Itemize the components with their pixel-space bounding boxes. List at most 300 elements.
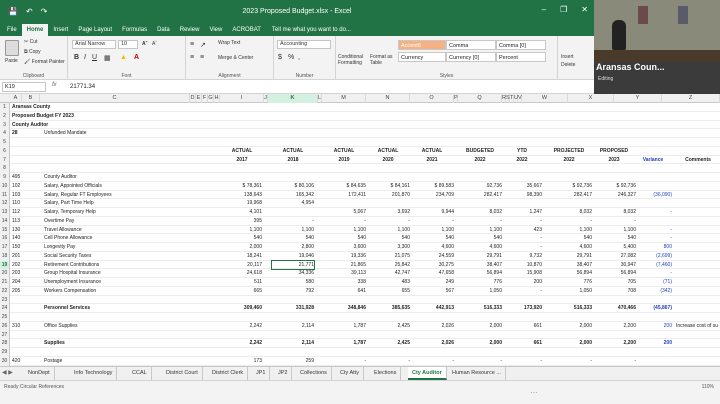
column-header-h[interactable]: H <box>214 95 219 101</box>
row-number[interactable]: 12 <box>0 199 10 208</box>
cell-code[interactable]: 113 <box>12 217 20 224</box>
table-row[interactable] <box>0 164 720 173</box>
value-cell[interactable]: 200 <box>533 279 542 285</box>
cell-description[interactable]: Overtime Pay <box>44 217 75 224</box>
value-cell[interactable]: 282,417 <box>483 191 502 198</box>
format-as-table-button[interactable]: Format as Table <box>370 54 393 66</box>
value-cell[interactable]: - <box>590 217 592 224</box>
header-cell[interactable]: YTD <box>517 147 527 154</box>
value-cell[interactable]: 3,600 <box>353 244 366 250</box>
value-cell[interactable]: 1,100 <box>353 226 366 233</box>
column-header-v[interactable]: V <box>518 95 522 101</box>
header-cell[interactable]: ACTUAL <box>282 147 304 154</box>
value-cell[interactable]: 661 <box>533 322 542 329</box>
variance-cell[interactable]: (71) <box>663 279 672 285</box>
sheet-tab[interactable]: JP1 <box>252 367 270 380</box>
sheet-tab[interactable]: Elections <box>370 367 401 380</box>
cell-code[interactable]: Proposed Budget FY 2023 <box>12 112 74 119</box>
header-cell[interactable]: 2023 <box>608 156 620 163</box>
table-row[interactable] <box>0 296 720 305</box>
row-number[interactable]: 10 <box>0 182 10 191</box>
tab-review[interactable]: Review <box>179 27 200 33</box>
value-cell[interactable]: 1,100 <box>397 226 410 233</box>
restore-button[interactable]: ❐ <box>560 5 568 14</box>
paste-button[interactable]: Paste <box>5 58 18 64</box>
value-cell[interactable]: 2,000 <box>579 322 592 329</box>
column-header-a[interactable]: A <box>10 94 22 103</box>
table-row[interactable] <box>0 331 720 340</box>
row-number[interactable]: 20 <box>0 269 10 278</box>
table-row[interactable] <box>0 357 720 366</box>
value-cell[interactable]: - <box>540 235 542 242</box>
zoom-level[interactable]: 110% <box>701 384 714 390</box>
row-number[interactable]: 6 <box>0 147 10 156</box>
value-cell[interactable]: 331,928 <box>295 305 314 312</box>
table-row[interactable] <box>0 217 720 226</box>
value-cell[interactable]: 10,870 <box>526 261 542 268</box>
cell-description[interactable]: Personnel Services <box>44 305 91 312</box>
value-cell[interactable]: 98,390 <box>526 191 542 198</box>
value-cell[interactable]: 540 <box>445 235 454 242</box>
row-number[interactable]: 26 <box>0 322 10 331</box>
table-row[interactable] <box>0 234 720 243</box>
value-cell[interactable]: - <box>408 217 410 224</box>
row-number[interactable]: 7 <box>0 156 10 165</box>
table-row[interactable] <box>0 121 720 130</box>
style-comma-0[interactable]: Comma [0] <box>496 40 546 50</box>
value-cell[interactable]: 18,241 <box>246 252 262 259</box>
value-cell[interactable]: 138,643 <box>243 191 262 198</box>
value-cell[interactable]: 5,400 <box>623 244 636 250</box>
cell-code[interactable]: 112 <box>12 209 20 215</box>
column-header-w[interactable]: W <box>522 94 568 103</box>
cell-description[interactable]: Group Hospital Insurance <box>44 270 101 277</box>
value-cell[interactable]: 34,336 <box>298 270 314 277</box>
save-icon[interactable]: 💾 <box>8 6 18 16</box>
value-cell[interactable]: 580 <box>305 279 314 285</box>
cell-code[interactable]: 204 <box>12 279 21 285</box>
row-number[interactable]: 23 <box>0 296 10 305</box>
variance-cell[interactable]: (342) <box>660 287 672 294</box>
wrap-text-button[interactable]: Wrap Text <box>218 40 241 46</box>
column-header-c[interactable]: C <box>40 94 190 103</box>
header-cell[interactable]: ACTUAL <box>333 147 355 154</box>
cell-description[interactable]: Salary, Temporary Help <box>44 209 96 215</box>
column-header-b[interactable]: B <box>22 94 40 103</box>
column-header-o[interactable]: O <box>410 94 454 103</box>
value-cell[interactable]: 38,407 <box>486 261 502 268</box>
cell-description[interactable]: Travel Allowance <box>44 226 82 233</box>
cell-code[interactable]: 420 <box>12 357 21 364</box>
row-number[interactable]: 14 <box>0 217 10 226</box>
style-accent6[interactable]: Accent6 <box>398 40 446 50</box>
value-cell[interactable]: 1,100 <box>623 226 636 233</box>
cell-description[interactable]: Workers Compensation <box>44 287 97 294</box>
header-cell[interactable]: ACTUAL <box>377 147 399 154</box>
value-cell[interactable]: 1,787 <box>353 322 366 329</box>
table-row[interactable] <box>0 313 720 322</box>
fill-color-icon[interactable]: ▲ <box>120 54 127 61</box>
table-row[interactable] <box>0 269 720 278</box>
value-cell[interactable]: $ 84,161 <box>390 182 410 189</box>
value-cell[interactable]: 1,050 <box>489 287 502 294</box>
table-row[interactable] <box>0 243 720 252</box>
value-cell[interactable]: 39,113 <box>351 270 366 277</box>
percent-icon[interactable]: % <box>288 54 295 61</box>
column-header-f[interactable]: F <box>202 95 207 101</box>
cell-code[interactable]: County Auditor <box>12 121 49 128</box>
header-cell[interactable]: 2021 <box>426 156 438 163</box>
value-cell[interactable]: 42,747 <box>394 270 410 277</box>
value-cell[interactable]: 1,247 <box>529 209 542 215</box>
variance-cell[interactable]: - <box>670 235 672 242</box>
row-number[interactable]: 1 <box>0 103 10 112</box>
value-cell[interactable]: 29,791 <box>576 252 592 259</box>
sheet-tab[interactable]: District Court <box>162 367 203 380</box>
row-number[interactable]: 27 <box>0 331 10 340</box>
value-cell[interactable]: 661 <box>533 340 542 347</box>
value-cell[interactable]: 8,032 <box>489 209 502 215</box>
table-row[interactable] <box>0 147 720 156</box>
row-number[interactable]: 25 <box>0 313 10 322</box>
value-cell[interactable]: 56,894 <box>620 270 636 277</box>
variance-cell[interactable]: (7,460) <box>656 261 672 268</box>
value-cell[interactable]: 792 <box>305 287 314 294</box>
table-row[interactable] <box>0 129 720 138</box>
table-row[interactable] <box>0 322 720 331</box>
column-header-k[interactable]: K <box>268 94 318 103</box>
tell-me-box[interactable]: Tell me what you want to do... <box>271 27 351 33</box>
cell-code[interactable]: 201 <box>12 252 21 259</box>
value-cell[interactable]: 1,100 <box>301 226 314 233</box>
table-row[interactable] <box>0 182 720 191</box>
header-cell[interactable]: PROJECTED <box>553 147 585 154</box>
align-left-icon[interactable]: ≡ <box>190 54 195 61</box>
tab-insert[interactable]: Insert <box>53 27 69 33</box>
value-cell[interactable]: 24,618 <box>246 270 262 277</box>
value-cell[interactable]: - <box>590 357 592 364</box>
value-cell[interactable]: 27,082 <box>620 252 636 259</box>
table-row[interactable] <box>0 173 720 182</box>
value-cell[interactable]: 2,026 <box>441 322 454 329</box>
value-cell[interactable]: 309,460 <box>243 305 262 312</box>
value-cell[interactable]: 4,101 <box>249 209 262 215</box>
cell-description[interactable]: Unemployment Insurance <box>44 279 101 285</box>
value-cell[interactable]: 8,032 <box>623 209 636 215</box>
value-cell[interactable]: - <box>408 357 410 364</box>
column-header-g[interactable]: G <box>208 95 213 101</box>
table-row[interactable] <box>0 278 720 287</box>
accounting-icon[interactable]: $ <box>278 54 282 61</box>
undo-icon[interactable]: ↶ <box>25 6 33 16</box>
value-cell[interactable]: 2,026 <box>441 340 454 347</box>
style-currency[interactable]: Currency <box>398 52 446 62</box>
value-cell[interactable]: 338 <box>357 279 366 285</box>
value-cell[interactable]: 708 <box>627 287 636 294</box>
sheet-tab[interactable]: Cty Atty <box>336 367 364 380</box>
value-cell[interactable]: 201,870 <box>391 191 410 198</box>
value-cell[interactable]: $ 84,635 <box>346 182 366 189</box>
column-header-d[interactable]: D <box>190 95 195 101</box>
value-cell[interactable]: 21,865 <box>350 261 366 268</box>
value-cell[interactable]: 4,600 <box>489 244 502 250</box>
name-box[interactable]: K19 <box>2 82 46 92</box>
value-cell[interactable]: 9,944 <box>441 209 454 215</box>
row-number[interactable]: 9 <box>0 173 10 182</box>
value-cell[interactable]: 173,920 <box>523 305 542 312</box>
row-number[interactable]: 21 <box>0 278 10 287</box>
value-cell[interactable]: 38,407 <box>576 261 592 268</box>
value-cell[interactable]: 516,333 <box>483 305 502 312</box>
variance-cell[interactable]: 200 <box>663 340 672 347</box>
style-percent[interactable]: Percent <box>496 52 546 62</box>
cell-code[interactable]: 205 <box>12 287 21 294</box>
cell-description[interactable]: Longevity Pay <box>44 244 76 250</box>
comment-cell[interactable]: Comments <box>685 156 711 163</box>
value-cell[interactable]: 348,846 <box>347 305 366 312</box>
value-cell[interactable]: 234,709 <box>435 191 454 198</box>
header-cell[interactable]: 2022 <box>563 156 575 163</box>
value-cell[interactable]: 516,333 <box>573 305 592 312</box>
value-cell[interactable]: - <box>452 217 454 224</box>
grow-font-icon[interactable]: Aˆ <box>142 41 148 47</box>
column-header-p[interactable]: P <box>454 95 458 101</box>
value-cell[interactable]: 2,425 <box>397 340 410 347</box>
delete-button[interactable]: Delete <box>561 62 576 68</box>
value-cell[interactable]: 24,559 <box>438 252 454 259</box>
formula-input[interactable]: 21771.34 <box>70 84 96 90</box>
merge-center-button[interactable]: Merge & Center <box>218 55 254 61</box>
copy-button[interactable]: ⧉ Copy <box>24 49 41 55</box>
value-cell[interactable]: 1,100 <box>441 226 454 233</box>
table-row[interactable] <box>0 348 720 357</box>
value-cell[interactable]: 483 <box>401 279 410 285</box>
value-cell[interactable]: 1,100 <box>489 226 502 233</box>
number-format-select[interactable]: Accounting <box>277 40 331 49</box>
value-cell[interactable]: - <box>634 217 636 224</box>
borders-icon[interactable]: ▦ <box>104 55 111 62</box>
value-cell[interactable]: 19,336 <box>350 252 366 259</box>
cell-description[interactable]: Unfunded Mandate <box>44 130 87 137</box>
variance-cell[interactable]: - <box>670 226 672 233</box>
value-cell[interactable]: 2,242 <box>249 340 262 347</box>
cell-description[interactable]: Cell Phone Allowance <box>44 235 93 242</box>
value-cell[interactable]: 4,954 <box>301 200 314 207</box>
value-cell[interactable]: 21,771 <box>272 261 314 270</box>
format-painter-button[interactable]: 🖌 Format Painter <box>24 59 65 65</box>
italic-icon[interactable]: I <box>84 54 86 61</box>
cell-description[interactable]: Supplies <box>44 340 65 347</box>
variance-cell[interactable]: Variance <box>642 156 664 163</box>
variance-cell[interactable]: - <box>670 270 672 277</box>
value-cell[interactable]: 2,000 <box>489 322 502 329</box>
cell-code[interactable]: 140 <box>12 235 21 242</box>
value-cell[interactable]: 56,894 <box>576 270 592 277</box>
value-cell[interactable]: 29,791 <box>486 252 502 259</box>
sheet-tab[interactable]: Info Technology <box>70 367 117 380</box>
style-currency-0[interactable]: Currency [0] <box>446 52 496 62</box>
font-name-select[interactable]: Arial Narrow <box>72 40 116 49</box>
underline-icon[interactable]: U <box>92 54 98 61</box>
cell-code[interactable]: 102 <box>12 182 21 189</box>
fx-icon[interactable]: fx <box>52 82 57 88</box>
table-row[interactable] <box>0 138 720 147</box>
row-number[interactable]: 22 <box>0 287 10 296</box>
value-cell[interactable]: - <box>540 287 542 294</box>
value-cell[interactable]: 2,000 <box>489 340 502 347</box>
table-row[interactable] <box>0 112 720 121</box>
shrink-font-icon[interactable]: Aˇ <box>152 41 157 47</box>
row-number[interactable]: 18 <box>0 252 10 261</box>
minimize-button[interactable]: – <box>541 5 547 14</box>
value-cell[interactable]: 2,800 <box>301 244 314 250</box>
value-cell[interactable]: 776 <box>493 279 502 285</box>
tab-view[interactable]: View <box>209 27 223 33</box>
sheet-tab[interactable]: NonDept <box>24 367 55 380</box>
value-cell[interactable]: 540 <box>253 235 262 242</box>
table-row[interactable] <box>0 226 720 235</box>
value-cell[interactable]: 395 <box>253 217 262 224</box>
sheet-tab[interactable]: Human Resource ... <box>448 367 506 380</box>
table-row[interactable] <box>0 304 720 313</box>
font-color-icon[interactable]: A <box>134 54 140 61</box>
header-cell[interactable]: BUDGETED <box>465 147 495 154</box>
tab-data[interactable]: Data <box>157 27 170 33</box>
header-cell[interactable]: ACTUAL <box>231 147 253 154</box>
value-cell[interactable]: - <box>452 357 454 364</box>
header-cell[interactable]: ACTUAL <box>421 147 443 154</box>
value-cell[interactable]: 282,417 <box>573 191 592 198</box>
value-cell[interactable]: $ 78,361 <box>242 182 262 189</box>
value-cell[interactable]: 30,947 <box>620 261 636 268</box>
cell-code[interactable]: 130 <box>12 226 21 233</box>
value-cell[interactable]: 1,050 <box>579 287 592 294</box>
value-cell[interactable]: 511 <box>254 279 262 285</box>
value-cell[interactable]: 8,032 <box>579 209 592 215</box>
value-cell[interactable]: 540 <box>627 235 636 242</box>
table-row[interactable] <box>0 191 720 200</box>
variance-cell[interactable]: (45,867) <box>653 305 672 312</box>
tab-file[interactable]: File <box>7 27 17 33</box>
value-cell[interactable]: - <box>540 217 542 224</box>
value-cell[interactable]: 470,466 <box>617 305 636 312</box>
value-cell[interactable]: 19,046 <box>298 252 314 259</box>
table-row[interactable] <box>0 103 720 112</box>
value-cell[interactable]: - <box>312 217 314 224</box>
style-comma[interactable]: Comma <box>446 40 496 50</box>
row-number[interactable]: 15 <box>0 226 10 235</box>
column-header-q[interactable]: Q <box>458 94 502 103</box>
cell-description[interactable]: Office Supplies <box>44 322 78 329</box>
column-header-j[interactable]: J <box>264 95 267 101</box>
cell-description[interactable]: Postage <box>44 357 63 364</box>
cell-code[interactable]: 103 <box>12 191 21 198</box>
header-cell[interactable]: PROPOSED <box>599 147 629 154</box>
paste-icon[interactable] <box>5 40 19 56</box>
cell-code[interactable]: 150 <box>12 244 21 250</box>
column-header-z[interactable]: Z <box>662 94 720 103</box>
tab-formulas[interactable]: Formulas <box>122 27 148 33</box>
cell-code[interactable]: 203 <box>12 270 21 277</box>
header-cell[interactable]: 2019 <box>338 156 350 163</box>
value-cell[interactable]: 3,300 <box>397 244 410 250</box>
cell-description[interactable]: County Auditor <box>44 174 77 180</box>
sheet-tab[interactable]: Cty Auditor <box>408 367 447 380</box>
column-header-l[interactable]: L <box>318 95 322 101</box>
value-cell[interactable]: 4,600 <box>441 244 454 250</box>
cell-description[interactable]: Social Security Taxes <box>44 252 92 259</box>
column-header-n[interactable]: N <box>366 94 410 103</box>
cell-description[interactable]: Salary, Regular FT Employees <box>44 191 112 198</box>
value-cell[interactable]: 2,000 <box>579 340 592 347</box>
value-cell[interactable]: 385,635 <box>391 305 410 312</box>
row-number[interactable]: 28 <box>0 339 10 348</box>
value-cell[interactable]: 4,600 <box>579 244 592 250</box>
column-header-i[interactable]: I <box>220 94 264 103</box>
row-number[interactable]: 13 <box>0 208 10 217</box>
value-cell[interactable]: 25,842 <box>394 261 410 268</box>
value-cell[interactable]: 173 <box>253 357 262 364</box>
value-cell[interactable]: 9,732 <box>529 252 542 259</box>
value-cell[interactable]: $ 92,736 <box>616 182 636 189</box>
value-cell[interactable]: 21,075 <box>394 252 410 259</box>
cell-code[interactable]: 202 <box>12 261 21 268</box>
tab-home[interactable]: Home <box>22 24 49 36</box>
column-header-r[interactable]: R <box>502 95 506 101</box>
orientation-icon[interactable]: ↗ <box>200 42 206 49</box>
sheet-tab[interactable]: CCAL <box>128 367 152 380</box>
value-cell[interactable]: 3,692 <box>397 209 410 215</box>
column-header-t[interactable]: T <box>510 95 514 101</box>
column-header-y[interactable]: Y <box>614 94 662 103</box>
column-header-e[interactable]: E <box>196 95 201 101</box>
bold-icon[interactable]: B <box>74 54 80 61</box>
value-cell[interactable]: 1,100 <box>579 226 592 233</box>
value-cell[interactable]: 165,342 <box>295 191 314 198</box>
value-cell[interactable]: 540 <box>583 235 592 242</box>
sheet-tab[interactable]: Collections <box>296 367 332 380</box>
table-row[interactable] <box>0 339 720 348</box>
tab-page-layout[interactable]: Page Layout <box>78 27 113 33</box>
header-cell[interactable]: 2022 <box>474 156 486 163</box>
cell-description[interactable]: Salary, Part Time Help <box>44 200 94 207</box>
value-cell[interactable]: 56,894 <box>486 270 502 277</box>
cell-code[interactable]: 495 <box>12 174 21 180</box>
close-button[interactable]: ✕ <box>581 5 588 14</box>
row-number[interactable]: 19 <box>0 261 10 270</box>
value-cell[interactable]: 19,968 <box>246 200 262 207</box>
variance-cell[interactable]: (36,090) <box>653 191 672 198</box>
value-cell[interactable]: 423 <box>533 226 542 233</box>
value-cell[interactable]: 35,667 <box>526 182 542 189</box>
value-cell[interactable]: 705 <box>627 279 636 285</box>
row-number[interactable]: 24 <box>0 304 10 313</box>
row-number[interactable]: 4 <box>0 129 10 138</box>
cell-description[interactable]: Salary, Appointed Officials <box>44 182 102 189</box>
value-cell[interactable]: 567 <box>445 287 454 294</box>
value-cell[interactable]: 2,114 <box>301 322 314 329</box>
comment-cell[interactable]: Increase cost of su <box>676 322 718 329</box>
comma-icon[interactable]: , <box>298 54 300 61</box>
value-cell[interactable]: 641 <box>357 287 366 294</box>
row-number[interactable]: 5 <box>0 138 10 147</box>
cell-code[interactable]: Aransas County <box>12 104 51 110</box>
column-header-x[interactable]: X <box>568 94 614 103</box>
variance-cell[interactable]: 200 <box>663 322 672 329</box>
variance-cell[interactable]: 800 <box>663 244 672 250</box>
row-number[interactable]: 30 <box>0 357 10 366</box>
value-cell[interactable]: $ 92,736 <box>572 182 592 189</box>
